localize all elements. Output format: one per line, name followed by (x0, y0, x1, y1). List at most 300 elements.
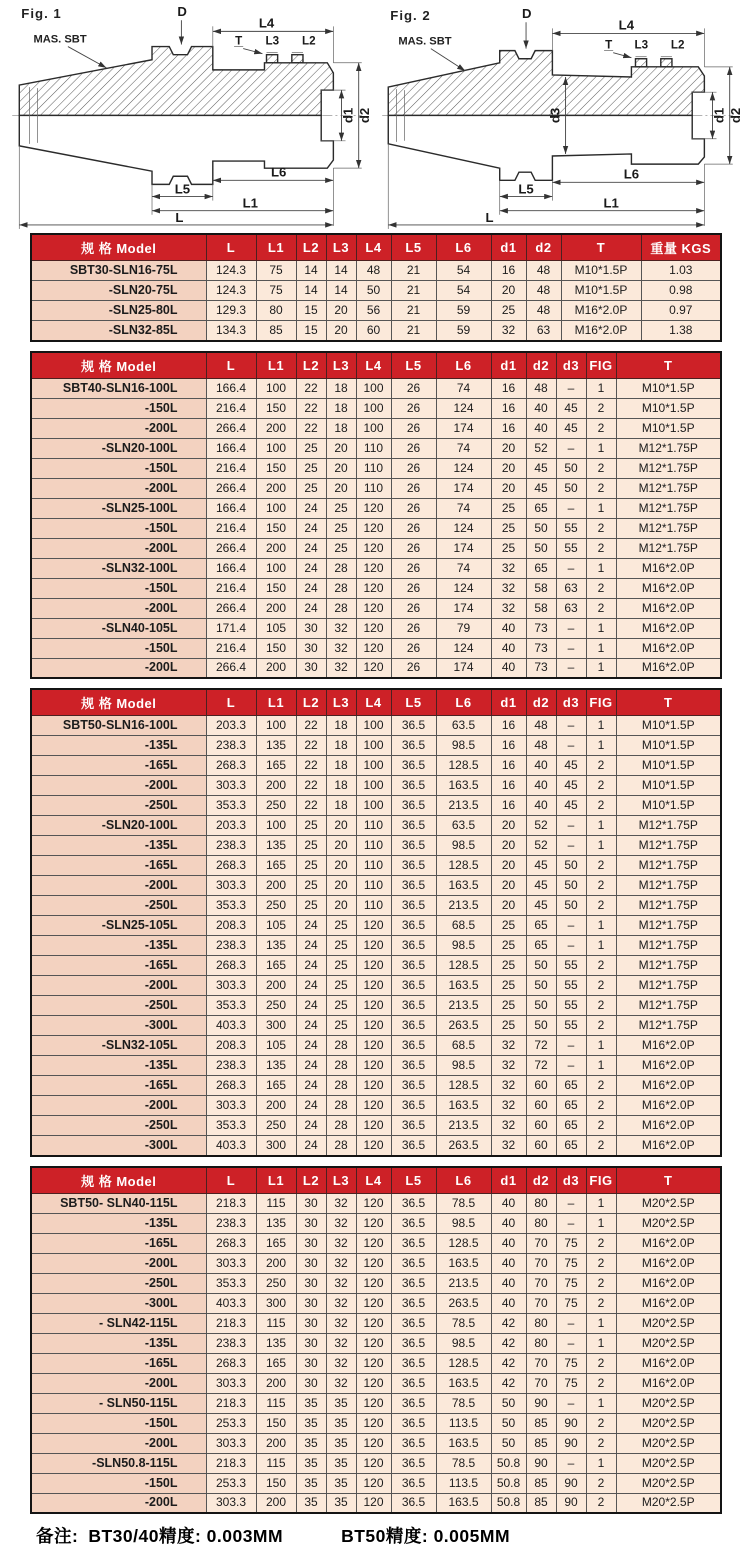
value-cell: 40 (491, 1273, 526, 1293)
value-cell: 22 (296, 418, 326, 438)
value-cell: 218.3 (206, 1453, 256, 1473)
value-cell: – (556, 916, 586, 936)
value-cell: 50 (556, 856, 586, 876)
value-cell: 25 (491, 916, 526, 936)
value-cell: 1 (586, 1333, 616, 1353)
value-cell: 218.3 (206, 1393, 256, 1413)
model-cell: -135L (31, 1333, 206, 1353)
value-cell: 75 (256, 261, 296, 281)
value-cell: M10*1.5P (561, 281, 641, 301)
dim-label-T: T (605, 38, 613, 52)
model-cell: -SLN20-100L (31, 438, 206, 458)
value-cell: 2 (586, 1076, 616, 1096)
value-cell: 32 (326, 1193, 356, 1213)
model-cell: SBT50-SLN16-100L (31, 716, 206, 736)
value-cell: 40 (491, 1213, 526, 1233)
dim-label-d3: d3 (547, 107, 563, 124)
value-cell: 174 (436, 418, 491, 438)
value-cell: 70 (526, 1233, 556, 1253)
value-cell: 36.5 (391, 1056, 436, 1076)
value-cell: 2 (586, 756, 616, 776)
value-cell: 166.4 (206, 378, 256, 398)
column-header: L2 (296, 689, 326, 716)
dim-label-L4: L4 (258, 15, 275, 31)
value-cell: 90 (556, 1433, 586, 1453)
model-cell: -250L (31, 996, 206, 1016)
value-cell: 200 (256, 658, 296, 678)
value-cell: 74 (436, 558, 491, 578)
value-cell: M12*1.75P (616, 936, 721, 956)
value-cell: 16 (491, 418, 526, 438)
value-cell: 203.3 (206, 716, 256, 736)
value-cell: 36.5 (391, 1213, 436, 1233)
value-cell: M10*1.5P (616, 398, 721, 418)
value-cell: 120 (356, 498, 391, 518)
column-header: L6 (436, 352, 491, 379)
value-cell: 163.5 (436, 976, 491, 996)
value-cell: 50 (526, 1016, 556, 1036)
value-cell: 238.3 (206, 1333, 256, 1353)
value-cell: M12*1.75P (616, 876, 721, 896)
column-header: L (206, 352, 256, 379)
value-cell: 24 (296, 1116, 326, 1136)
value-cell: 45 (556, 776, 586, 796)
table-row (31, 281, 721, 301)
value-cell: 26 (391, 578, 436, 598)
column-header: L5 (391, 352, 436, 379)
value-cell: M16*2.0P (616, 598, 721, 618)
value-cell: 24 (296, 1056, 326, 1076)
value-cell: 65 (556, 1116, 586, 1136)
value-cell: 50 (491, 1393, 526, 1413)
value-cell: M12*1.75P (616, 458, 721, 478)
value-cell: M16*2.0P (616, 1076, 721, 1096)
value-cell: – (556, 1453, 586, 1473)
value-cell: 40 (526, 776, 556, 796)
value-cell: 45 (526, 458, 556, 478)
value-cell: 166.4 (206, 498, 256, 518)
value-cell: 28 (326, 1136, 356, 1156)
value-cell: 100 (256, 816, 296, 836)
value-cell: 26 (391, 538, 436, 558)
value-cell: 58 (526, 598, 556, 618)
value-cell: 35 (296, 1453, 326, 1473)
value-cell: 36.5 (391, 1036, 436, 1056)
value-cell: 300 (256, 1136, 296, 1156)
table-row (31, 1253, 721, 1273)
figure-title: Fig. 2 (390, 8, 431, 24)
value-cell: 36.5 (391, 856, 436, 876)
header-row (31, 1167, 721, 1194)
value-cell: 120 (356, 1036, 391, 1056)
value-cell: 120 (356, 956, 391, 976)
value-cell: 30 (296, 1273, 326, 1293)
model-cell: -200L (31, 1253, 206, 1273)
model-cell: -200L (31, 478, 206, 498)
value-cell: 2 (586, 538, 616, 558)
value-cell: 36.5 (391, 956, 436, 976)
dim-label-L5: L5 (518, 181, 534, 197)
value-cell: 45 (556, 756, 586, 776)
model-cell: -135L (31, 1213, 206, 1233)
value-cell: 36.5 (391, 996, 436, 1016)
model-cell: -250L (31, 1273, 206, 1293)
value-cell: 50.8 (491, 1493, 526, 1513)
table-row (31, 1016, 721, 1036)
value-cell: 45 (556, 796, 586, 816)
value-cell: 174 (436, 598, 491, 618)
value-cell: 80 (256, 301, 296, 321)
value-cell: 20 (326, 301, 356, 321)
value-cell: 48 (526, 736, 556, 756)
value-cell: 24 (296, 916, 326, 936)
value-cell: 32 (326, 1293, 356, 1313)
column-header: d3 (556, 352, 586, 379)
value-cell: 36.5 (391, 896, 436, 916)
value-cell: 24 (296, 956, 326, 976)
model-cell: -SLN40-105L (31, 618, 206, 638)
column-header: d1 (491, 234, 526, 261)
value-cell: 30 (296, 658, 326, 678)
value-cell: 36.5 (391, 836, 436, 856)
value-cell: 2 (586, 1273, 616, 1293)
value-cell: 213.5 (436, 1116, 491, 1136)
value-cell: 200 (256, 776, 296, 796)
value-cell: 2 (586, 1233, 616, 1253)
value-cell: 20 (326, 856, 356, 876)
value-cell: 2 (586, 398, 616, 418)
value-cell: 32 (326, 638, 356, 658)
table-row (31, 916, 721, 936)
table-row (31, 558, 721, 578)
value-cell: 32 (326, 1253, 356, 1273)
value-cell: 2 (586, 1433, 616, 1453)
value-cell: 110 (356, 816, 391, 836)
value-cell: 120 (356, 558, 391, 578)
value-cell: – (556, 438, 586, 458)
value-cell: 163.5 (436, 1373, 491, 1393)
value-cell: 26 (391, 638, 436, 658)
value-cell: M12*1.75P (616, 1016, 721, 1036)
value-cell: 266.4 (206, 598, 256, 618)
value-cell: 2 (586, 1293, 616, 1313)
header-row (31, 352, 721, 379)
value-cell: M16*2.0P (616, 638, 721, 658)
value-cell: 36.5 (391, 1413, 436, 1433)
column-header: L (206, 1167, 256, 1194)
value-cell: 45 (526, 896, 556, 916)
value-cell: 70 (526, 1253, 556, 1273)
value-cell: 75 (556, 1353, 586, 1373)
value-cell: 32 (326, 1313, 356, 1333)
model-cell: -200L (31, 598, 206, 618)
value-cell: 40 (491, 1233, 526, 1253)
value-cell: 115 (256, 1193, 296, 1213)
value-cell: M16*2.0P (616, 618, 721, 638)
value-cell: 73 (526, 658, 556, 678)
value-cell: 85 (526, 1413, 556, 1433)
value-cell: 14 (326, 281, 356, 301)
value-cell: 16 (491, 776, 526, 796)
value-cell: 120 (356, 976, 391, 996)
value-cell: 203.3 (206, 816, 256, 836)
value-cell: 110 (356, 836, 391, 856)
value-cell: 353.3 (206, 996, 256, 1016)
value-cell: – (556, 1393, 586, 1413)
value-cell: 20 (491, 856, 526, 876)
value-cell: M12*1.75P (616, 438, 721, 458)
dim-label-d2: d2 (727, 107, 743, 124)
value-cell: 22 (296, 378, 326, 398)
value-cell: 120 (356, 1016, 391, 1036)
model-cell: -165L (31, 1233, 206, 1253)
value-cell: 120 (356, 1193, 391, 1213)
value-cell: 36.5 (391, 916, 436, 936)
value-cell: 32 (491, 321, 526, 341)
value-cell: 110 (356, 438, 391, 458)
figures-row (0, 0, 750, 233)
value-cell: 263.5 (436, 1136, 491, 1156)
value-cell: 100 (256, 498, 296, 518)
value-cell: 36.5 (391, 876, 436, 896)
value-cell: 120 (356, 1333, 391, 1353)
value-cell: 28 (326, 1096, 356, 1116)
value-cell: 120 (356, 658, 391, 678)
value-cell: 36.5 (391, 1373, 436, 1393)
value-cell: 59 (436, 321, 491, 341)
value-cell: 14 (296, 261, 326, 281)
value-cell: 35 (296, 1413, 326, 1433)
value-cell: 25 (491, 498, 526, 518)
value-cell: 268.3 (206, 956, 256, 976)
dim-label-L: L (485, 209, 494, 225)
value-cell: M10*1.5P (616, 756, 721, 776)
value-cell: 98.5 (436, 836, 491, 856)
value-cell: 128.5 (436, 756, 491, 776)
value-cell: 200 (256, 1433, 296, 1453)
table-row (31, 1116, 721, 1136)
value-cell: 80 (526, 1313, 556, 1333)
column-header: d2 (526, 352, 556, 379)
value-cell: 216.4 (206, 458, 256, 478)
model-cell: -250L (31, 796, 206, 816)
table-row (31, 1393, 721, 1413)
column-header: L4 (356, 1167, 391, 1194)
column-header: 规 格 Model (31, 352, 206, 379)
value-cell: M12*1.75P (616, 916, 721, 936)
value-cell: M16*2.0P (616, 558, 721, 578)
value-cell: 268.3 (206, 1076, 256, 1096)
value-cell: M16*2.0P (616, 1233, 721, 1253)
value-cell: 163.5 (436, 1433, 491, 1453)
value-cell: 18 (326, 796, 356, 816)
value-cell: 266.4 (206, 538, 256, 558)
value-cell: 24 (296, 996, 326, 1016)
value-cell: M10*1.5P (561, 261, 641, 281)
value-cell: 353.3 (206, 896, 256, 916)
value-cell: 165 (256, 1076, 296, 1096)
table-row (31, 1453, 721, 1473)
table-row (31, 1136, 721, 1156)
value-cell: 120 (356, 1493, 391, 1513)
dim-label-T: T (235, 34, 243, 48)
value-cell: 15 (296, 301, 326, 321)
value-cell: 303.3 (206, 976, 256, 996)
value-cell: 2 (586, 1096, 616, 1116)
value-cell: 32 (326, 618, 356, 638)
column-header: 规 格 Model (31, 689, 206, 716)
column-header: d2 (526, 689, 556, 716)
value-cell: 50.8 (491, 1473, 526, 1493)
value-cell: 90 (526, 1453, 556, 1473)
value-cell: 90 (556, 1413, 586, 1433)
model-cell: - SLN42-115L (31, 1313, 206, 1333)
value-cell: 208.3 (206, 1036, 256, 1056)
value-cell: M16*2.0P (616, 1293, 721, 1313)
value-cell: 24 (296, 1036, 326, 1056)
value-cell: 25 (491, 1016, 526, 1036)
table-row (31, 1233, 721, 1253)
value-cell: 303.3 (206, 1433, 256, 1453)
value-cell: 120 (356, 1313, 391, 1333)
value-cell: 25 (326, 976, 356, 996)
value-cell: 25 (326, 1016, 356, 1036)
value-cell: 24 (296, 1076, 326, 1096)
value-cell: – (556, 1213, 586, 1233)
value-cell: M20*2.5P (616, 1453, 721, 1473)
value-cell: 120 (356, 1233, 391, 1253)
table-row (31, 1333, 721, 1353)
value-cell: 56 (356, 301, 391, 321)
column-header: d3 (556, 689, 586, 716)
value-cell: 120 (356, 1453, 391, 1473)
value-cell: 18 (326, 418, 356, 438)
value-cell: 26 (391, 658, 436, 678)
value-cell: 120 (356, 1136, 391, 1156)
value-cell: 120 (356, 916, 391, 936)
value-cell: 105 (256, 916, 296, 936)
value-cell: 30 (296, 638, 326, 658)
value-cell: 26 (391, 618, 436, 638)
model-cell: -200L (31, 538, 206, 558)
value-cell: 135 (256, 1333, 296, 1353)
column-header: T (616, 352, 721, 379)
value-cell: 42 (491, 1313, 526, 1333)
value-cell: 263.5 (436, 1293, 491, 1313)
value-cell: 200 (256, 1253, 296, 1273)
model-cell: -200L (31, 976, 206, 996)
value-cell: 250 (256, 996, 296, 1016)
value-cell: 135 (256, 1056, 296, 1076)
value-cell: 100 (356, 418, 391, 438)
table-row (31, 1433, 721, 1453)
value-cell: 36.5 (391, 796, 436, 816)
value-cell: 1 (586, 736, 616, 756)
value-cell: 30 (296, 1313, 326, 1333)
holder-body-upper (19, 47, 333, 116)
value-cell: 120 (356, 936, 391, 956)
value-cell: 72 (526, 1056, 556, 1076)
value-cell: M10*1.5P (616, 716, 721, 736)
value-cell: 120 (356, 1393, 391, 1413)
value-cell: 200 (256, 478, 296, 498)
value-cell: 32 (491, 1036, 526, 1056)
value-cell: M10*1.5P (616, 796, 721, 816)
value-cell: 70 (526, 1273, 556, 1293)
value-cell: 32 (491, 1056, 526, 1076)
value-cell: 32 (491, 1116, 526, 1136)
value-cell: 32 (491, 558, 526, 578)
table-row (31, 638, 721, 658)
value-cell: 300 (256, 1293, 296, 1313)
value-cell: 163.5 (436, 1096, 491, 1116)
value-cell: 238.3 (206, 936, 256, 956)
table-row (31, 1413, 721, 1433)
value-cell: 208.3 (206, 916, 256, 936)
value-cell: 105 (256, 1036, 296, 1056)
value-cell: 48 (526, 378, 556, 398)
value-cell: 1 (586, 438, 616, 458)
model-cell: -250L (31, 896, 206, 916)
value-cell: 36.5 (391, 1016, 436, 1036)
value-cell: 25 (296, 478, 326, 498)
value-cell: 266.4 (206, 478, 256, 498)
model-cell: -135L (31, 1056, 206, 1076)
value-cell: 25 (326, 916, 356, 936)
value-cell: M12*1.75P (616, 478, 721, 498)
column-header: L3 (326, 689, 356, 716)
value-cell: 55 (556, 956, 586, 976)
value-cell: 25 (326, 498, 356, 518)
value-cell: 115 (256, 1313, 296, 1333)
value-cell: 40 (491, 658, 526, 678)
value-cell: 28 (326, 1036, 356, 1056)
value-cell: 22 (296, 736, 326, 756)
value-cell: 1 (586, 836, 616, 856)
value-cell: 24 (296, 598, 326, 618)
value-cell: – (556, 618, 586, 638)
value-cell: 24 (296, 558, 326, 578)
value-cell: 1 (586, 1453, 616, 1473)
value-cell: 24 (296, 936, 326, 956)
column-header: L3 (326, 234, 356, 261)
holder-body-upper (388, 51, 704, 116)
value-cell: 72 (526, 1036, 556, 1056)
value-cell: – (556, 558, 586, 578)
value-cell: 50.8 (491, 1453, 526, 1473)
value-cell: 113.5 (436, 1413, 491, 1433)
value-cell: M12*1.75P (616, 976, 721, 996)
value-cell: – (556, 1036, 586, 1056)
value-cell: M20*2.5P (616, 1213, 721, 1233)
value-cell: 68.5 (436, 916, 491, 936)
value-cell: 14 (296, 281, 326, 301)
value-cell: 2 (586, 1353, 616, 1373)
value-cell: 18 (326, 378, 356, 398)
value-cell: 50 (556, 458, 586, 478)
model-cell: -200L (31, 876, 206, 896)
value-cell: 124.3 (206, 261, 256, 281)
value-cell: 120 (356, 1076, 391, 1096)
value-cell: 20 (326, 896, 356, 916)
nut-rib (267, 55, 278, 63)
value-cell: 98.5 (436, 936, 491, 956)
value-cell: 65 (526, 936, 556, 956)
dim-label-d1: d1 (340, 107, 356, 124)
value-cell: 45 (556, 418, 586, 438)
value-cell: 100 (356, 796, 391, 816)
value-cell: 268.3 (206, 1353, 256, 1373)
